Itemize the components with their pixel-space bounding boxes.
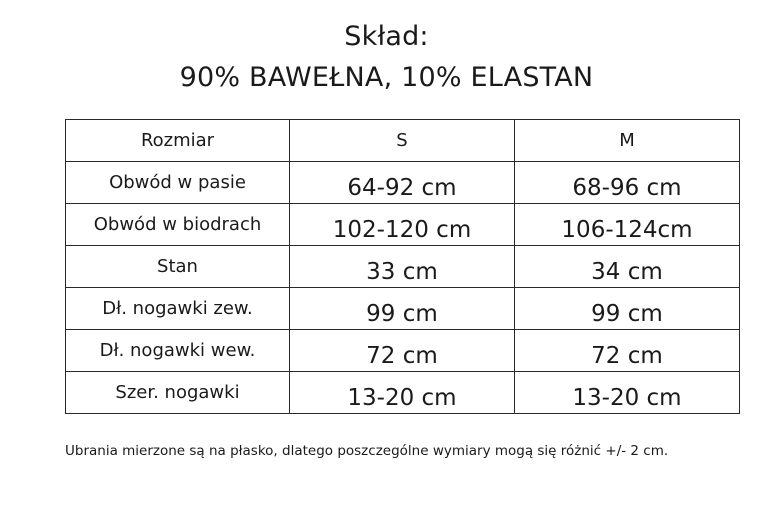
- table-row: [66, 246, 740, 288]
- value-s: 72 cm: [290, 330, 515, 372]
- value-s: 102-120 cm: [290, 204, 515, 246]
- table-header-row: [66, 120, 740, 162]
- value-s: 13-20 cm: [290, 372, 515, 414]
- table-row: [66, 288, 740, 330]
- header-s: S: [290, 120, 515, 162]
- table-row: [66, 204, 740, 246]
- value-m: 106-124cm: [515, 204, 740, 246]
- size-table: [65, 119, 740, 414]
- value-s: 99 cm: [290, 288, 515, 330]
- value-m: 72 cm: [515, 330, 740, 372]
- row-label: Obwód w biodrach: [66, 204, 290, 246]
- header-m: M: [515, 120, 740, 162]
- value-m: 34 cm: [515, 246, 740, 288]
- table-row: [66, 372, 740, 414]
- row-label: Dł. nogawki zew.: [66, 288, 290, 330]
- row-label: Szer. nogawki: [66, 372, 290, 414]
- value-s: 64-92 cm: [290, 162, 515, 204]
- table-row: [66, 330, 740, 372]
- value-m: 99 cm: [515, 288, 740, 330]
- composition-materials: 90% BAWEŁNA, 10% ELASTAN: [179, 62, 594, 93]
- measurement-footnote: Ubrania mierzone są na płasko, dlatego poszczególne wymiary mogą się różnić +/- 2 cm.: [65, 443, 669, 459]
- composition-heading: Skład:: [344, 21, 429, 52]
- header-size: Rozmiar: [66, 120, 290, 162]
- value-m: 13-20 cm: [515, 372, 740, 414]
- row-label: Stan: [66, 246, 290, 288]
- row-label: Dł. nogawki wew.: [66, 330, 290, 372]
- value-m: 68-96 cm: [515, 162, 740, 204]
- row-label: Obwód w pasie: [66, 162, 290, 204]
- table-row: [66, 162, 740, 204]
- value-s: 33 cm: [290, 246, 515, 288]
